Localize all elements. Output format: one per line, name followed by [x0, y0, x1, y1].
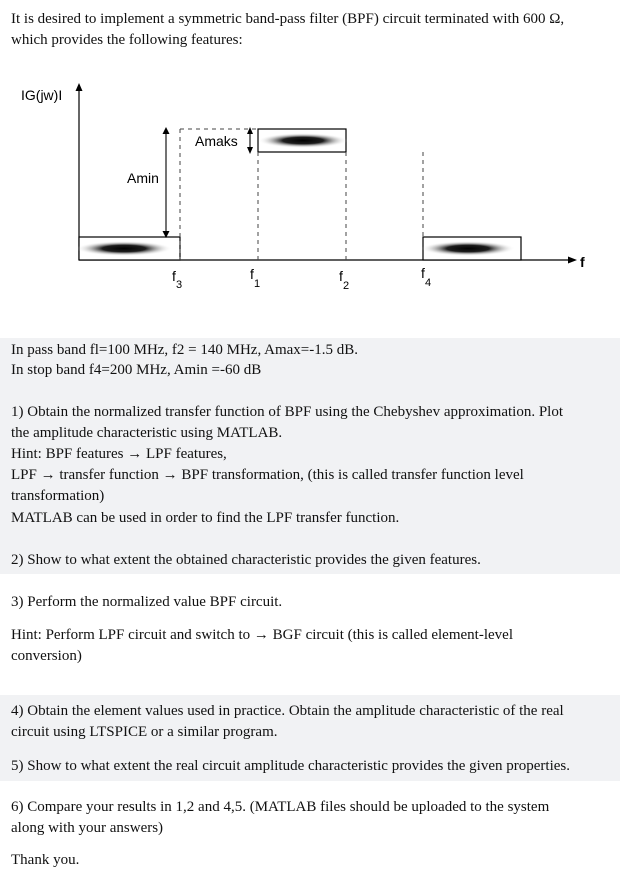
intro-line-1: It is desired to implement a symmetric band-pass filter (BPF) circuit terminated with 600 Ω, [11, 11, 565, 27]
svg-text:f: f [421, 265, 425, 281]
svg-text:4: 4 [425, 277, 432, 289]
q4-line-1: 4) Obtain the element values used in practice. Obtain the amplitude characteristic of the real [11, 703, 564, 719]
q1-line-6: MATLAB can be used in order to find the LPF transfer function. [11, 510, 400, 526]
f4-label [421, 265, 431, 289]
q5-text: 5) Show to what extent the real circuit amplitude characteristic provides the given properties. [11, 758, 570, 774]
q3-hint-line-2: conversion) [11, 648, 82, 664]
amin-arrow-top [163, 127, 170, 134]
q6-line-2: along with your answers) [11, 820, 164, 836]
q1-line-4: LPF → transfer function → BPF transformation, (this is called transfer function level [11, 467, 524, 483]
q3-hint-line-1: Hint: Perform LPF circuit and switch to → BGF circuit (this is called element-level [11, 627, 513, 643]
svg-text:f: f [172, 268, 176, 284]
f2-label [339, 268, 349, 292]
diagram-svg [0, 78, 638, 308]
q3-text: 3) Perform the normalized value BPF circuit. [11, 594, 283, 610]
amaks-arrow-bottom [247, 147, 253, 154]
q2-text: 2) Show to what extent the obtained characteristic provides the given features. [11, 552, 481, 568]
q1-line-2: the amplitude characteristic using MATLAB. [11, 425, 283, 441]
f1-label [250, 266, 260, 290]
svg-text:3: 3 [176, 279, 183, 291]
q6-line-1: 6) Compare your results in 1,2 and 4,5. (MATLAB files should be uploaded to the system [11, 799, 550, 815]
x-axis-arrow [568, 257, 577, 264]
spec-passband: In pass band fl=100 MHz, f2 = 140 MHz, Amax=-1.5 dB. [11, 342, 359, 358]
svg-text:1: 1 [254, 278, 261, 290]
spec-stopband: In stop band f4=200 MHz, Amin =-60 dB [11, 362, 262, 378]
passband-shade [258, 133, 348, 148]
q1-line-3: Hint: BPF features → LPF features, [11, 446, 227, 462]
amaks-arrow-top [247, 127, 253, 134]
stopband-right-shade [421, 241, 515, 256]
svg-text:f: f [339, 268, 343, 284]
amaks-label: Amaks [195, 133, 238, 149]
q1-line-1: 1) Obtain the normalized transfer function of BPF using the Chebyshev approximation. Plot [11, 404, 563, 420]
f3-label [172, 268, 182, 291]
x-axis-label: f [580, 254, 585, 270]
intro-line-2: which provides the following features: [11, 32, 243, 48]
filter-tolerance-diagram [0, 78, 638, 308]
svg-text:2: 2 [343, 280, 350, 292]
q4-line-2: circuit using LTSPICE or a similar program. [11, 724, 278, 740]
stopband-left-shade [76, 241, 172, 256]
closing-text: Thank you. [11, 852, 80, 868]
amin-label: Amin [127, 170, 159, 186]
q1-line-5: transformation) [11, 488, 105, 504]
svg-text:f: f [250, 266, 254, 282]
y-axis-arrow [76, 83, 83, 91]
y-axis-label: IG(jw)I [21, 87, 63, 103]
